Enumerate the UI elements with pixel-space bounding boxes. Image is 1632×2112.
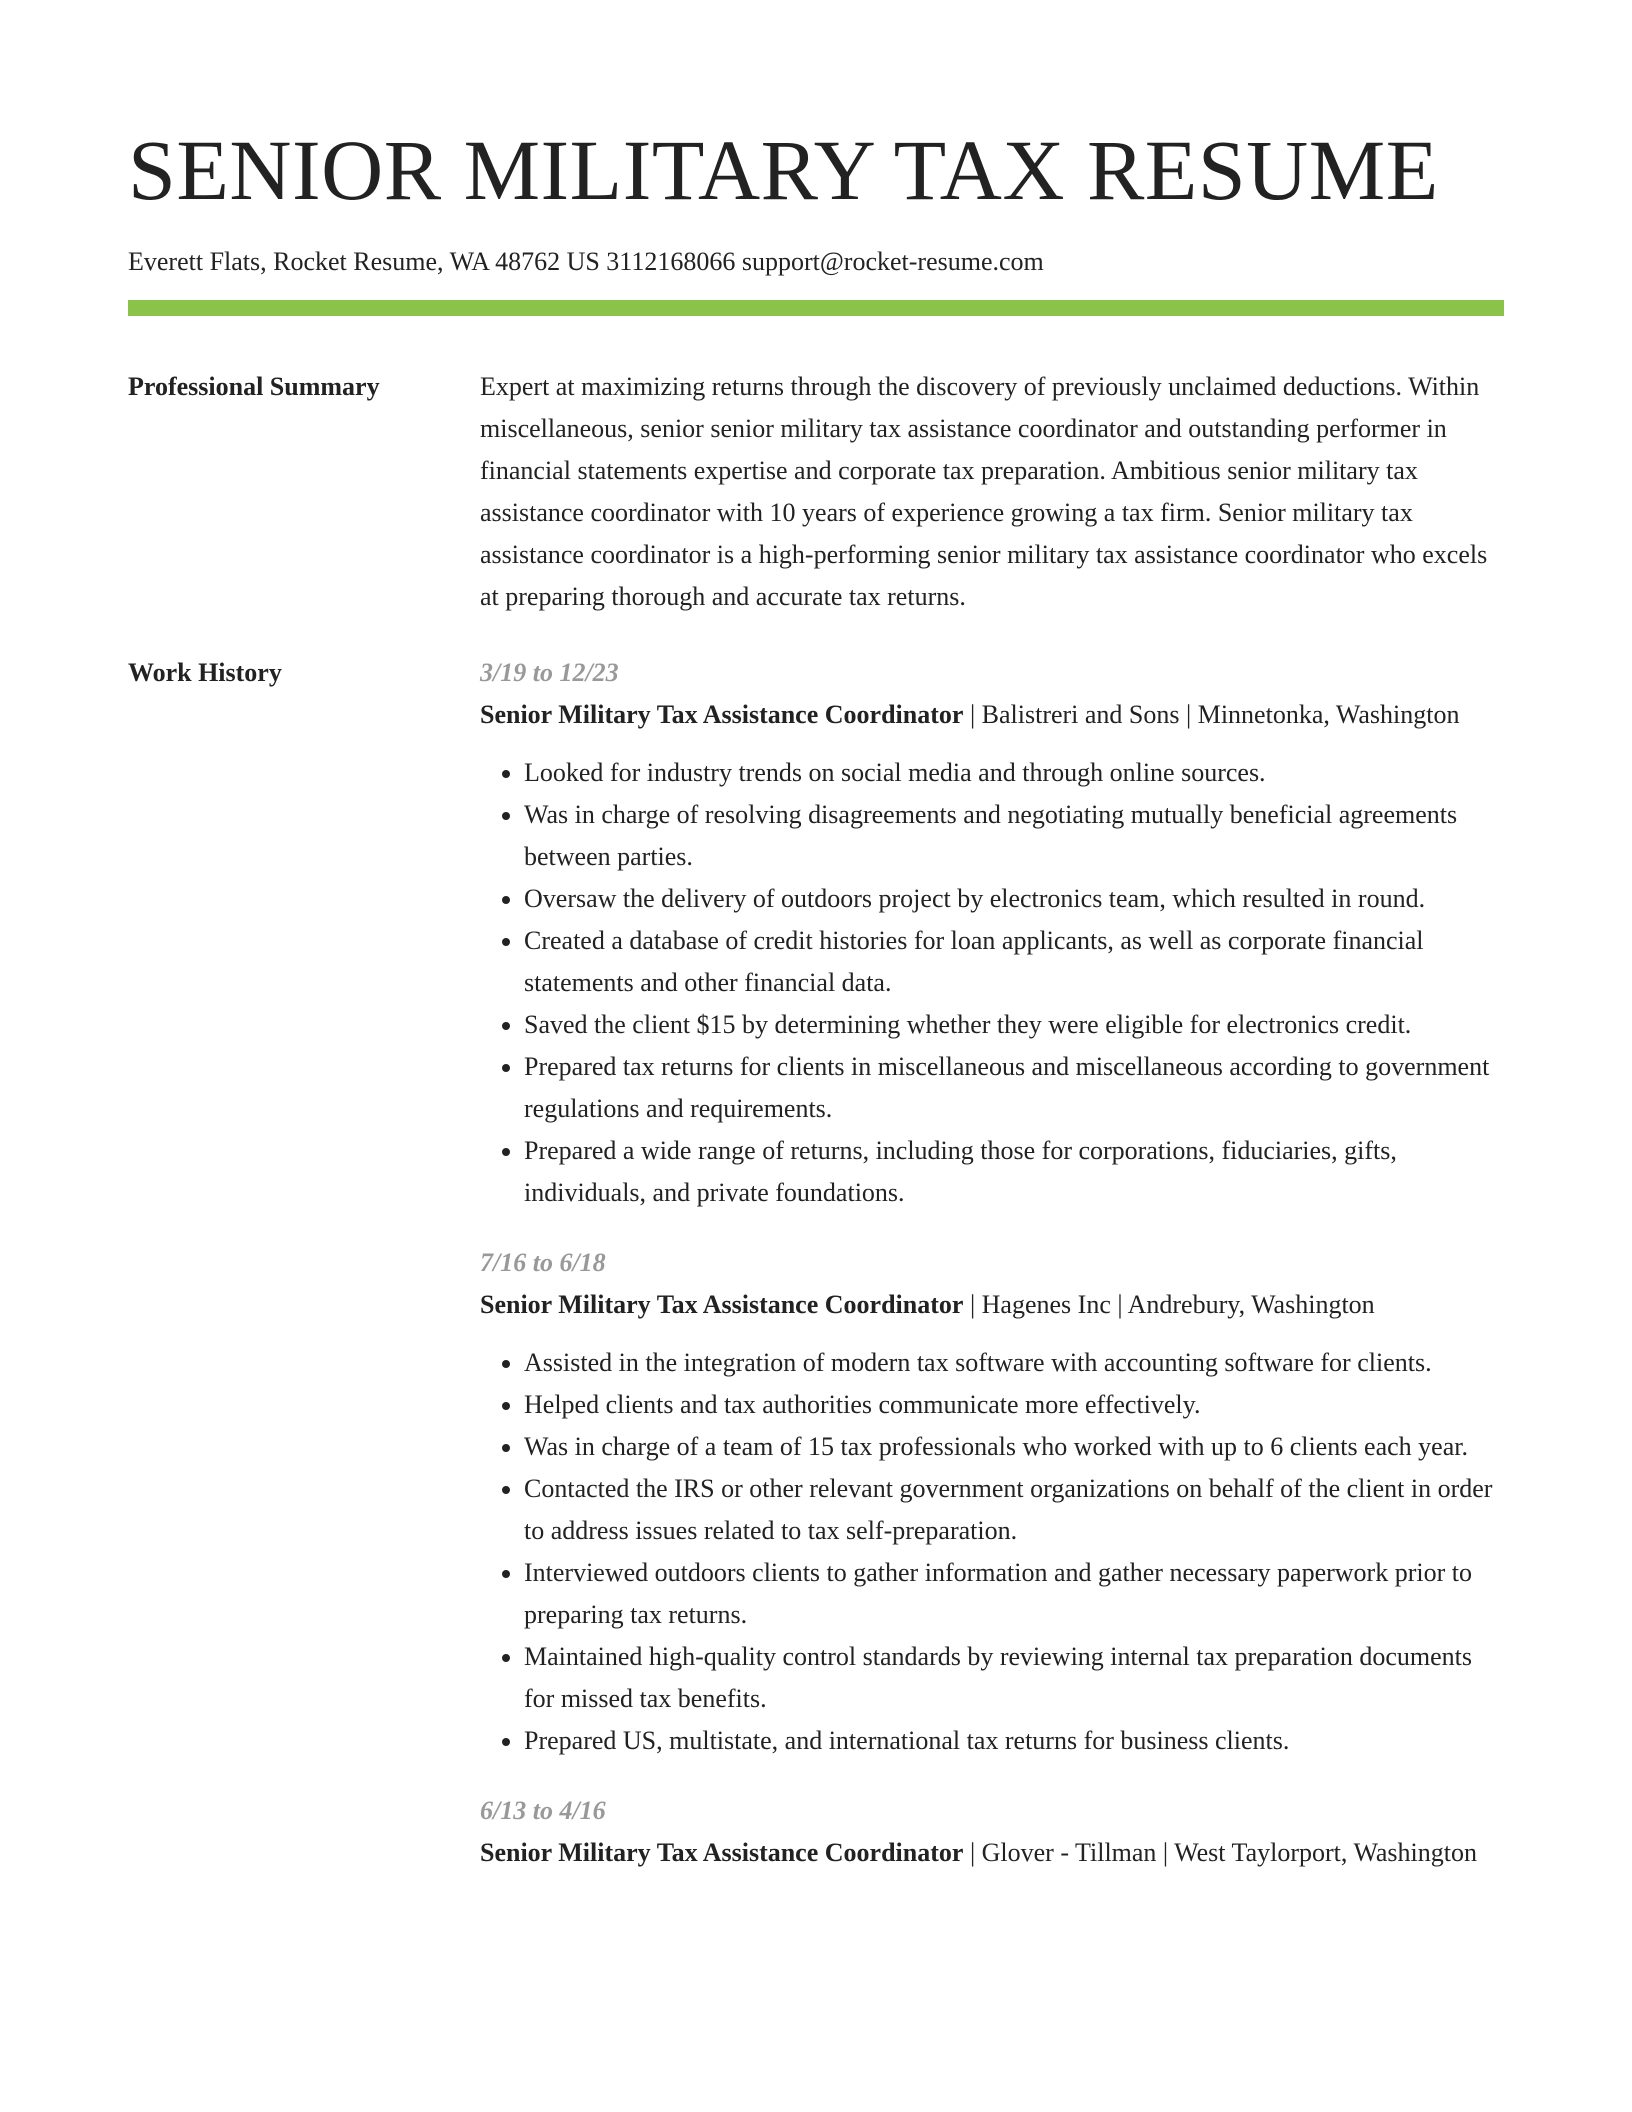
job-details: | Glover - Tillman | West Taylorport, Washington [963,1838,1478,1867]
summary-text: Expert at maximizing returns through the discovery of previously unclaimed deductions. Within miscellaneous, senior senior military tax assistance coordinator and outstanding performer in financial statements expertise and corporate tax preparation. Ambitious senior military tax assistance coordinator with 10 years of experience growing a tax firm. Senior military tax assistance coordinator is a high-performing senior military tax assistance coordinator who excels at preparing thorough and accurate tax returns. [480,372,1488,611]
job-bullet: • Saved the client $15 by determining whether they were eligible for electronics credit. [524,1004,1504,1046]
job-dates: 7/16 to 6/18 [480,1248,606,1277]
contact-line: Everett Flats, Rocket Resume, WA 48762 US 3112168066 support@rocket-resume.com [128,247,1044,276]
job-details: | Hagenes Inc | Andrebury, Washington [963,1290,1375,1319]
job-header [480,1284,1504,1326]
work-history-section [128,652,1504,1902]
job-bullet: • Created a database of credit histories for loan applicants, as well as corporate financial statements and other financial data. [524,920,1504,1004]
section-label-summary: Professional Summary [128,372,380,401]
job-bullet: • Looked for industry trends on social media and through online sources. [524,752,1504,794]
job-bullet: • Prepared US, multistate, and international tax returns for business clients. [524,1720,1504,1762]
job-entry [480,1242,1504,1762]
job-bullet: • Oversaw the delivery of outdoors project by electronics team, which resulted in round. [524,878,1504,920]
job-bullet: • Maintained high-quality control standards by reviewing internal tax preparation documents for missed tax benefits. [524,1636,1504,1720]
job-header [480,1832,1504,1874]
accent-divider [128,300,1504,316]
job-title: Senior Military Tax Assistance Coordinator [480,1838,964,1867]
job-bullet: • Was in charge of resolving disagreements and negotiating mutually beneficial agreements between parties. [524,794,1504,878]
resume-page [128,0,1504,1902]
professional-summary-section [128,366,1504,618]
job-bullet: • Helped clients and tax authorities communicate more effectively. [524,1384,1504,1426]
job-bullet: • Contacted the IRS or other relevant government organizations on behalf of the client in order to address issues related to tax self-preparation. [524,1468,1504,1552]
job-dates: 6/13 to 4/16 [480,1796,606,1825]
job-bullet: • Prepared tax returns for clients in miscellaneous and miscellaneous according to government regulations and requirements. [524,1046,1504,1130]
summary-body [480,366,1504,618]
job-bullet: • Interviewed outdoors clients to gather information and gather necessary paperwork prior to preparing tax returns. [524,1552,1504,1636]
job-bullet-list [480,1342,1504,1762]
section-label-work: Work History [128,658,282,687]
job-bullet: • Prepared a wide range of returns, including those for corporations, fiduciaries, gifts, individuals, and private foundations. [524,1130,1504,1214]
job-entry [480,652,1504,1214]
job-header [480,694,1504,736]
job-bullet: • Was in charge of a team of 15 tax professionals who worked with up to 6 clients each year. [524,1426,1504,1468]
resume-title: SENIOR MILITARY TAX RESUME [128,122,1439,218]
job-entry [480,1790,1504,1874]
job-dates: 3/19 to 12/23 [480,658,619,687]
job-bullet: • Assisted in the integration of modern tax software with accounting software for clients. [524,1342,1504,1384]
job-details: | Balistreri and Sons | Minnetonka, Washington [963,700,1460,729]
job-title: Senior Military Tax Assistance Coordinator [480,700,964,729]
job-bullet-list [480,752,1504,1214]
work-history-body [480,652,1504,1902]
job-title: Senior Military Tax Assistance Coordinator [480,1290,964,1319]
